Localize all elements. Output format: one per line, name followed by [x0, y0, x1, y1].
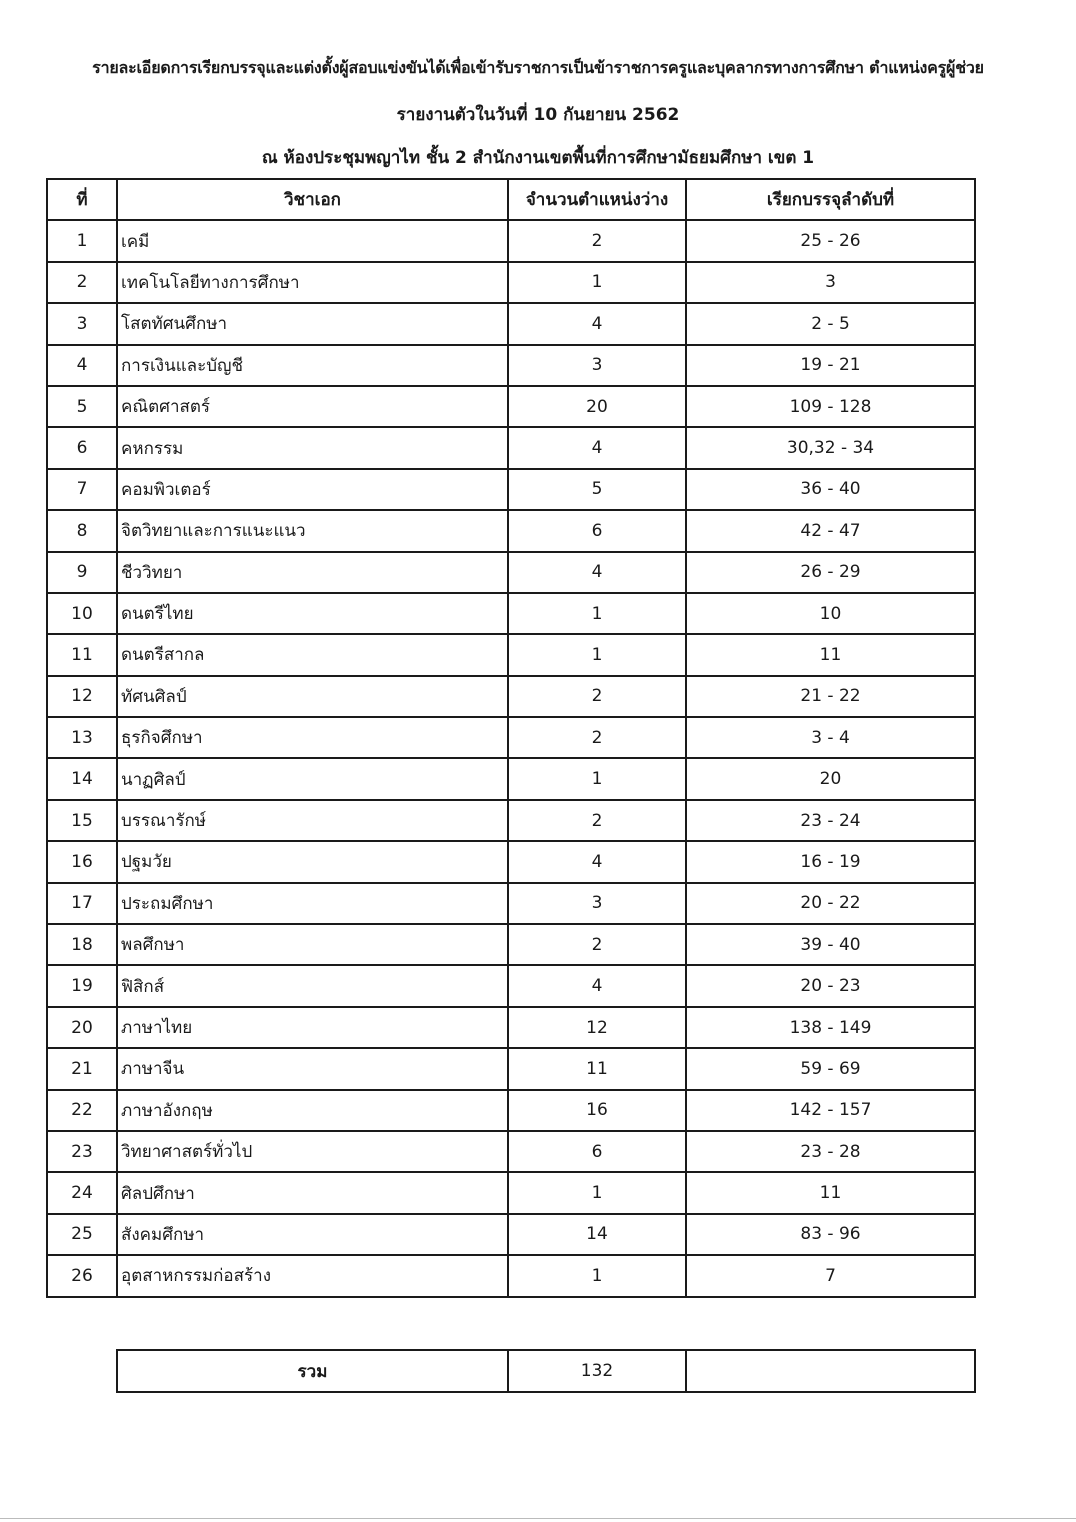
table-row — [47, 1131, 975, 1172]
cell-vacancies: 4 — [508, 552, 686, 593]
page-bottom-edge — [0, 1518, 1076, 1519]
table-row — [47, 303, 975, 344]
cell-no: 21 — [47, 1048, 117, 1089]
cell-no: 15 — [47, 800, 117, 841]
table-row — [47, 1007, 975, 1048]
table-row — [47, 717, 975, 758]
cell-order: 20 - 22 — [686, 883, 975, 924]
table-row — [47, 883, 975, 924]
total-table — [116, 1349, 976, 1393]
header-order: เรียกบรรจุลำดับที่ — [686, 179, 975, 220]
cell-vacancies: 20 — [508, 386, 686, 427]
cell-vacancies: 4 — [508, 303, 686, 344]
table-row — [47, 1255, 975, 1296]
cell-subject: จิตวิทยาและการแนะแนว — [117, 510, 508, 551]
header-no: ที่ — [47, 179, 117, 220]
cell-no: 23 — [47, 1131, 117, 1172]
table-row — [47, 800, 975, 841]
cell-subject: พลศึกษา — [117, 924, 508, 965]
cell-vacancies: 2 — [508, 220, 686, 261]
cell-no: 14 — [47, 758, 117, 799]
cell-vacancies: 1 — [508, 1172, 686, 1213]
cell-order: 26 - 29 — [686, 552, 975, 593]
cell-no: 16 — [47, 841, 117, 882]
table-row — [47, 841, 975, 882]
table-row — [47, 676, 975, 717]
cell-no: 25 — [47, 1214, 117, 1255]
cell-vacancies: 3 — [508, 883, 686, 924]
cell-subject: คณิตศาสตร์ — [117, 386, 508, 427]
cell-order: 21 - 22 — [686, 676, 975, 717]
cell-order: 16 - 19 — [686, 841, 975, 882]
total-label: รวม — [117, 1350, 508, 1392]
cell-subject: ประถมศึกษา — [117, 883, 508, 924]
cell-no: 13 — [47, 717, 117, 758]
cell-vacancies: 4 — [508, 841, 686, 882]
cell-vacancies: 2 — [508, 676, 686, 717]
vacancy-table — [46, 178, 976, 1298]
cell-no: 24 — [47, 1172, 117, 1213]
cell-subject: ปฐมวัย — [117, 841, 508, 882]
cell-no: 11 — [47, 634, 117, 675]
cell-no: 7 — [47, 469, 117, 510]
cell-order: 23 - 28 — [686, 1131, 975, 1172]
cell-subject: ธุรกิจศึกษา — [117, 717, 508, 758]
cell-vacancies: 1 — [508, 758, 686, 799]
table-row — [47, 1172, 975, 1213]
total-vacancies: 132 — [508, 1350, 686, 1392]
cell-order: 23 - 24 — [686, 800, 975, 841]
cell-order: 59 - 69 — [686, 1048, 975, 1089]
cell-order: 39 - 40 — [686, 924, 975, 965]
cell-vacancies: 1 — [508, 1255, 686, 1296]
table-row — [47, 552, 975, 593]
cell-no: 4 — [47, 345, 117, 386]
table-header-row — [47, 179, 975, 220]
cell-order: 3 — [686, 262, 975, 303]
cell-subject: คหกรรม — [117, 427, 508, 468]
cell-no: 1 — [47, 220, 117, 261]
cell-order: 19 - 21 — [686, 345, 975, 386]
cell-vacancies: 16 — [508, 1090, 686, 1131]
cell-subject: ฟิสิกส์ — [117, 965, 508, 1006]
report-date: รายงานตัวในวันที่ 10 กันยายน 2562 — [396, 105, 680, 125]
cell-vacancies: 1 — [508, 634, 686, 675]
cell-vacancies: 2 — [508, 800, 686, 841]
cell-vacancies: 6 — [508, 1131, 686, 1172]
cell-order: 25 - 26 — [686, 220, 975, 261]
cell-vacancies: 1 — [508, 262, 686, 303]
cell-no: 19 — [47, 965, 117, 1006]
table-row — [47, 220, 975, 261]
table-row — [47, 924, 975, 965]
table-row — [47, 469, 975, 510]
cell-subject: การเงินและบัญชี — [117, 345, 508, 386]
header-subject: วิชาเอก — [117, 179, 508, 220]
cell-subject: สังคมศึกษา — [117, 1214, 508, 1255]
table-row — [47, 593, 975, 634]
cell-order: 2 - 5 — [686, 303, 975, 344]
cell-order: 138 - 149 — [686, 1007, 975, 1048]
table-row — [47, 1048, 975, 1089]
cell-subject: ดนตรีไทย — [117, 593, 508, 634]
cell-subject: อุตสาหกรรมก่อสร้าง — [117, 1255, 508, 1296]
cell-no: 9 — [47, 552, 117, 593]
cell-subject: ภาษาอังกฤษ — [117, 1090, 508, 1131]
cell-subject: ภาษาจีน — [117, 1048, 508, 1089]
cell-order: 3 - 4 — [686, 717, 975, 758]
cell-vacancies: 1 — [508, 593, 686, 634]
cell-subject: คอมพิวเตอร์ — [117, 469, 508, 510]
cell-vacancies: 4 — [508, 965, 686, 1006]
cell-subject: บรรณารักษ์ — [117, 800, 508, 841]
cell-order: 10 — [686, 593, 975, 634]
cell-order: 142 - 157 — [686, 1090, 975, 1131]
cell-no: 26 — [47, 1255, 117, 1296]
cell-no: 22 — [47, 1090, 117, 1131]
document-title: รายละเอียดการเรียกบรรจุและแต่งตั้งผู้สอบแข่งขันได้เพื่อเข้ารับราชการเป็นข้าราชการครูและบุคลากรทางการศึกษา ตำแหน่งครูผู้ช่วย — [92, 58, 984, 77]
cell-order: 11 — [686, 1172, 975, 1213]
cell-vacancies: 5 — [508, 469, 686, 510]
cell-subject: ศิลปศึกษา — [117, 1172, 508, 1213]
cell-no: 17 — [47, 883, 117, 924]
total-order-empty — [686, 1350, 975, 1392]
table-row — [47, 965, 975, 1006]
cell-vacancies: 4 — [508, 427, 686, 468]
cell-no: 3 — [47, 303, 117, 344]
report-location: ณ ห้องประชุมพญาไท ชั้น 2 สำนักงานเขตพื้นที่การศึกษามัธยมศึกษา เขต 1 — [261, 148, 815, 168]
cell-subject: นาฏศิลป์ — [117, 758, 508, 799]
cell-subject: ชีววิทยา — [117, 552, 508, 593]
cell-subject: เทคโนโลยีทางการศึกษา — [117, 262, 508, 303]
cell-no: 8 — [47, 510, 117, 551]
cell-order: 30,32 - 34 — [686, 427, 975, 468]
cell-subject: เคมี — [117, 220, 508, 261]
table-row — [47, 386, 975, 427]
cell-no: 12 — [47, 676, 117, 717]
cell-subject: ภาษาไทย — [117, 1007, 508, 1048]
cell-vacancies: 2 — [508, 924, 686, 965]
total-row — [117, 1350, 975, 1392]
cell-order: 83 - 96 — [686, 1214, 975, 1255]
table-row — [47, 1090, 975, 1131]
cell-order: 20 — [686, 758, 975, 799]
cell-no: 6 — [47, 427, 117, 468]
header-vacancies: จำนวนตำแหน่งว่าง — [508, 179, 686, 220]
table-row — [47, 758, 975, 799]
cell-order: 20 - 23 — [686, 965, 975, 1006]
cell-no: 10 — [47, 593, 117, 634]
cell-order: 11 — [686, 634, 975, 675]
cell-subject: ดนตรีสากล — [117, 634, 508, 675]
cell-vacancies: 2 — [508, 717, 686, 758]
cell-subject: วิทยาศาสตร์ทั่วไป — [117, 1131, 508, 1172]
cell-no: 5 — [47, 386, 117, 427]
cell-vacancies: 12 — [508, 1007, 686, 1048]
table-row — [47, 262, 975, 303]
cell-order: 42 - 47 — [686, 510, 975, 551]
table-row — [47, 427, 975, 468]
table-row — [47, 634, 975, 675]
cell-order: 109 - 128 — [686, 386, 975, 427]
cell-no: 20 — [47, 1007, 117, 1048]
table-row — [47, 1214, 975, 1255]
cell-vacancies: 6 — [508, 510, 686, 551]
table-row — [47, 345, 975, 386]
cell-order: 36 - 40 — [686, 469, 975, 510]
cell-no: 2 — [47, 262, 117, 303]
cell-subject: โสตทัศนศึกษา — [117, 303, 508, 344]
cell-vacancies: 11 — [508, 1048, 686, 1089]
table-row — [47, 510, 975, 551]
cell-subject: ทัศนศิลป์ — [117, 676, 508, 717]
cell-no: 18 — [47, 924, 117, 965]
cell-order: 7 — [686, 1255, 975, 1296]
cell-vacancies: 14 — [508, 1214, 686, 1255]
cell-vacancies: 3 — [508, 345, 686, 386]
